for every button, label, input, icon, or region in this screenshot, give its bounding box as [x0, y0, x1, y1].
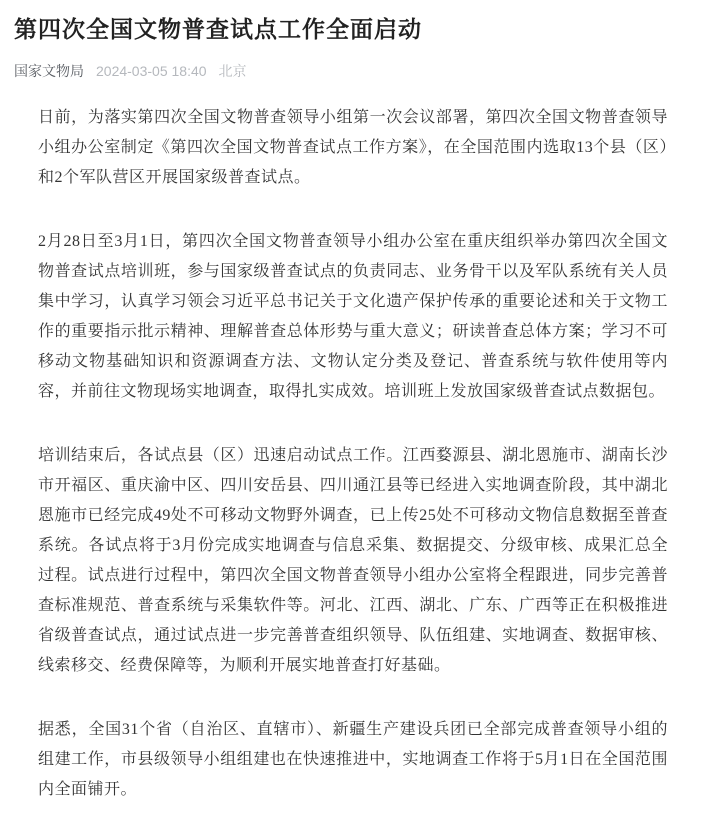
article-datetime: 2024-03-05 18:40	[96, 62, 207, 79]
article-header	[0, 0, 706, 80]
article-location: 北京	[218, 62, 247, 79]
article-body	[0, 80, 706, 805]
article-paragraph: 据悉，全国31个省（自治区、直辖市）、新疆生产建设兵团已全部完成普查领导小组的组建工作，市县级领导小组组建也在快速推进中，实地调查工作将于5月1日在全国范围内全面铺开。	[38, 720, 668, 798]
article-meta	[14, 62, 692, 80]
article-paragraph: 2月28日至3月1日，第四次全国文物普查领导小组办公室在重庆组织举办第四次全国文物普查试点培训班，参与国家级普查试点的负责同志、业务骨干以及军队系统有关人员集中学习，认真学习领会习近平总书记关于文化遗产保护传承的重要论述和关于文物工作的重要指示批示精神、理解普查总体形势与重大意义；研读普查总体方案；学习不可移动文物基础知识和资源调查方法、文物认定分类及登记、普查系统与软件使用等内容，并前往文物现场实地调查，取得扎实成效。培训班上发放国家级普查试点数据包。	[38, 232, 668, 400]
page-title: 第四次全国文物普查试点工作全面启动	[14, 16, 422, 42]
article-paragraph: 日前，为落实第四次全国文物普查领导小组第一次会议部署，第四次全国文物普查领导小组办公室制定《第四次全国文物普查试点工作方案》，在全国范围内选取13个县（区）和2个军队营区开展国家级普查试点。	[38, 108, 668, 186]
article-paragraph: 培训结束后，各试点县（区）迅速启动试点工作。江西婺源县、湖北恩施市、湖南长沙市开福区、重庆渝中区、四川安岳县、四川通江县等已经进入实地调查阶段，其中湖北恩施市已经完成49处不可移动文物野外调查，已上传25处不可移动文物信息数据至普查系统。各试点将于3月份完成实地调查与信息采集、数据提交、分级审核、成果汇总全过程。试点进行过程中，第四次全国文物普查领导小组办公室将全程跟进，同步完善普查标准规范、普查系统与采集软件等。河北、江西、湖北、广东、广西等正在积极推进省级普查试点，通过试点进一步完善普查组织领导、队伍组建、实地调查、数据审核、线索移交、经费保障等，为顺利开展实地普查打好基础。	[38, 446, 668, 674]
article-source: 国家文物局	[14, 62, 84, 79]
